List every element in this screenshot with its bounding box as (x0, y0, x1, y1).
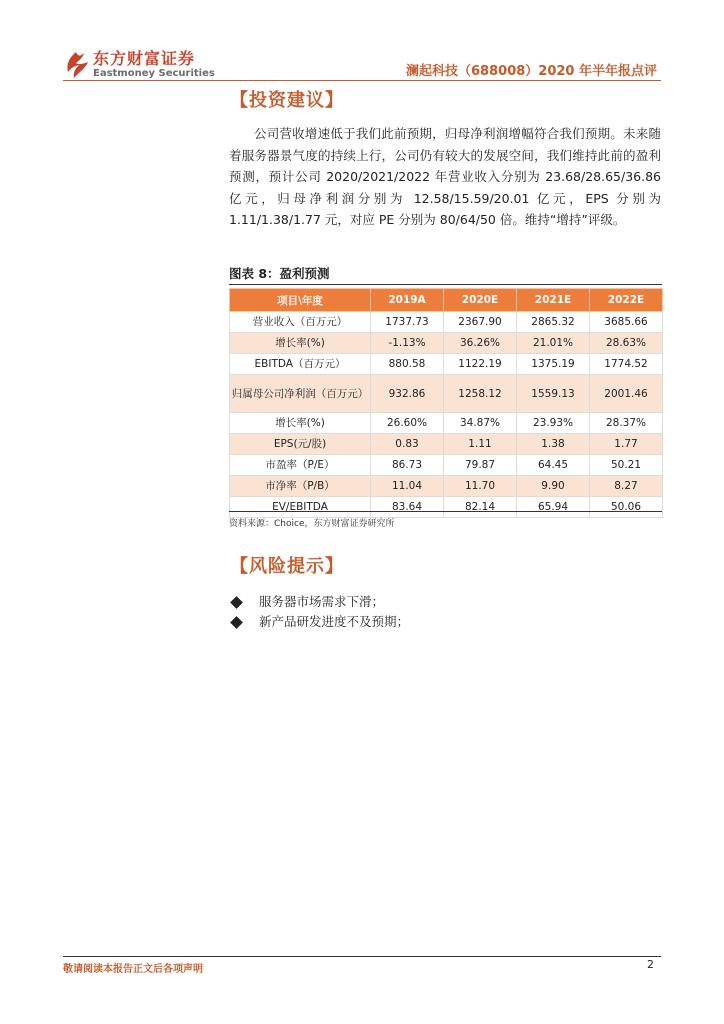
table-cell: 1122.19 (444, 354, 517, 375)
investment-advice-paragraph (229, 123, 661, 231)
table-cell: 880.58 (371, 354, 444, 375)
list-item (229, 592, 409, 612)
column-header: 2021E (517, 289, 590, 312)
row-label: 归属母公司净利润（百万元） (230, 375, 371, 413)
row-label: 增长率(%) (230, 333, 371, 354)
table-cell: 86.73 (371, 455, 444, 476)
table-row (230, 312, 663, 333)
table-cell: 11.70 (444, 476, 517, 497)
table-cell: 34.87% (444, 413, 517, 434)
table-cell: 9.90 (517, 476, 590, 497)
row-label: EBITDA（百万元） (230, 354, 371, 375)
risk-heading: 【风险提示】 (230, 556, 344, 577)
figure-source: 资料来源：Choice，东方财富证券研究所 (229, 519, 395, 529)
table-cell: 1.77 (590, 434, 663, 455)
column-header: 2020E (444, 289, 517, 312)
table-cell: 1.38 (517, 434, 590, 455)
row-label: EPS(元/股) (230, 434, 371, 455)
risk-list (229, 592, 409, 632)
diamond-bullet-icon (230, 616, 243, 629)
row-label: 营业收入（百万元） (230, 312, 371, 333)
table-cell: 26.60% (371, 413, 444, 434)
table-cell: 36.26% (444, 333, 517, 354)
diamond-bullet-icon (230, 596, 243, 609)
risk-item-text: 服务器市场需求下滑； (259, 594, 385, 609)
table-row (230, 354, 663, 375)
eastmoney-logo-icon (63, 50, 89, 80)
table-cell: 1737.73 (371, 312, 444, 333)
table-row (230, 413, 663, 434)
table-cell: 83.64 (371, 497, 444, 518)
table-cell: 28.63% (590, 333, 663, 354)
page-number: 2 (647, 958, 654, 971)
table-row (230, 497, 663, 518)
logo-english-name: Eastmoney Securities (93, 68, 215, 79)
table-cell: 21.01% (517, 333, 590, 354)
table-row (230, 476, 663, 497)
list-item (229, 612, 409, 632)
table-cell: 23.93% (517, 413, 590, 434)
table-cell: 82.14 (444, 497, 517, 518)
investment-advice-heading: 【投资建议】 (230, 90, 344, 111)
table-cell: -1.13% (371, 333, 444, 354)
table-row (230, 375, 663, 413)
earnings-forecast-table (229, 288, 663, 518)
figure-top-rule (229, 284, 662, 285)
table-cell: 2001.46 (590, 375, 663, 413)
table-cell: 28.37% (590, 413, 663, 434)
table-row (230, 455, 663, 476)
table-cell: 932.86 (371, 375, 444, 413)
column-header: 2022E (590, 289, 663, 312)
table-cell: 1559.13 (517, 375, 590, 413)
table-cell: 64.45 (517, 455, 590, 476)
column-header: 项目\年度 (230, 289, 371, 312)
table-cell: 50.06 (590, 497, 663, 518)
table-cell: 1.11 (444, 434, 517, 455)
table-cell: 65.94 (517, 497, 590, 518)
row-label: 市盈率（P/E） (230, 455, 371, 476)
table-cell: 1258.12 (444, 375, 517, 413)
row-label: 市净率（P/B） (230, 476, 371, 497)
logo-chinese-name: 东方财富证券 (93, 49, 196, 68)
footer-divider (63, 956, 661, 957)
table-row (230, 434, 663, 455)
footer-disclaimer: 敬请阅读本报告正文后各项声明 (63, 964, 203, 975)
risk-item-text: 新产品研发进度不及预期； (259, 614, 410, 629)
header-divider (63, 80, 661, 81)
table-row (230, 333, 663, 354)
figure-title: 图表 8：盈利预测 (229, 266, 330, 281)
table-cell: 50.21 (590, 455, 663, 476)
table-cell: 1774.52 (590, 354, 663, 375)
table-cell: 79.87 (444, 455, 517, 476)
table-cell: 2865.32 (517, 312, 590, 333)
table-cell: 1375.19 (517, 354, 590, 375)
table-cell: 3685.66 (590, 312, 663, 333)
table-cell: 2367.90 (444, 312, 517, 333)
row-label: 增长率(%) (230, 413, 371, 434)
table-cell: 11.04 (371, 476, 444, 497)
report-title: 澜起科技（688008）2020 年半年报点评 (406, 64, 657, 79)
company-logo (63, 50, 215, 80)
column-header: 2019A (371, 289, 444, 312)
row-label: EV/EBITDA (230, 497, 371, 518)
table-cell: 8.27 (590, 476, 663, 497)
table-cell: 0.83 (371, 434, 444, 455)
table-header-row (230, 289, 663, 312)
investment-advice-text: 公司营收增速低于我们此前预期，归母净利润增幅符合我们预期。未来随着服务器景气度的持续上行，公司仍有较大的发展空间，我们维持此前的盈利预测，预计公司 2020/2021/2022 年营业收入分别为 23.68/28.65/36.86 亿元，归母净利润分别为 12.58/15.59/20.01 亿元，EPS 分别为 1.11/1.38/1.77 元，对应 PE 分别为 80/64/50 倍。维持“增持”评级。 (229, 126, 661, 227)
figure-bottom-rule (229, 511, 662, 512)
